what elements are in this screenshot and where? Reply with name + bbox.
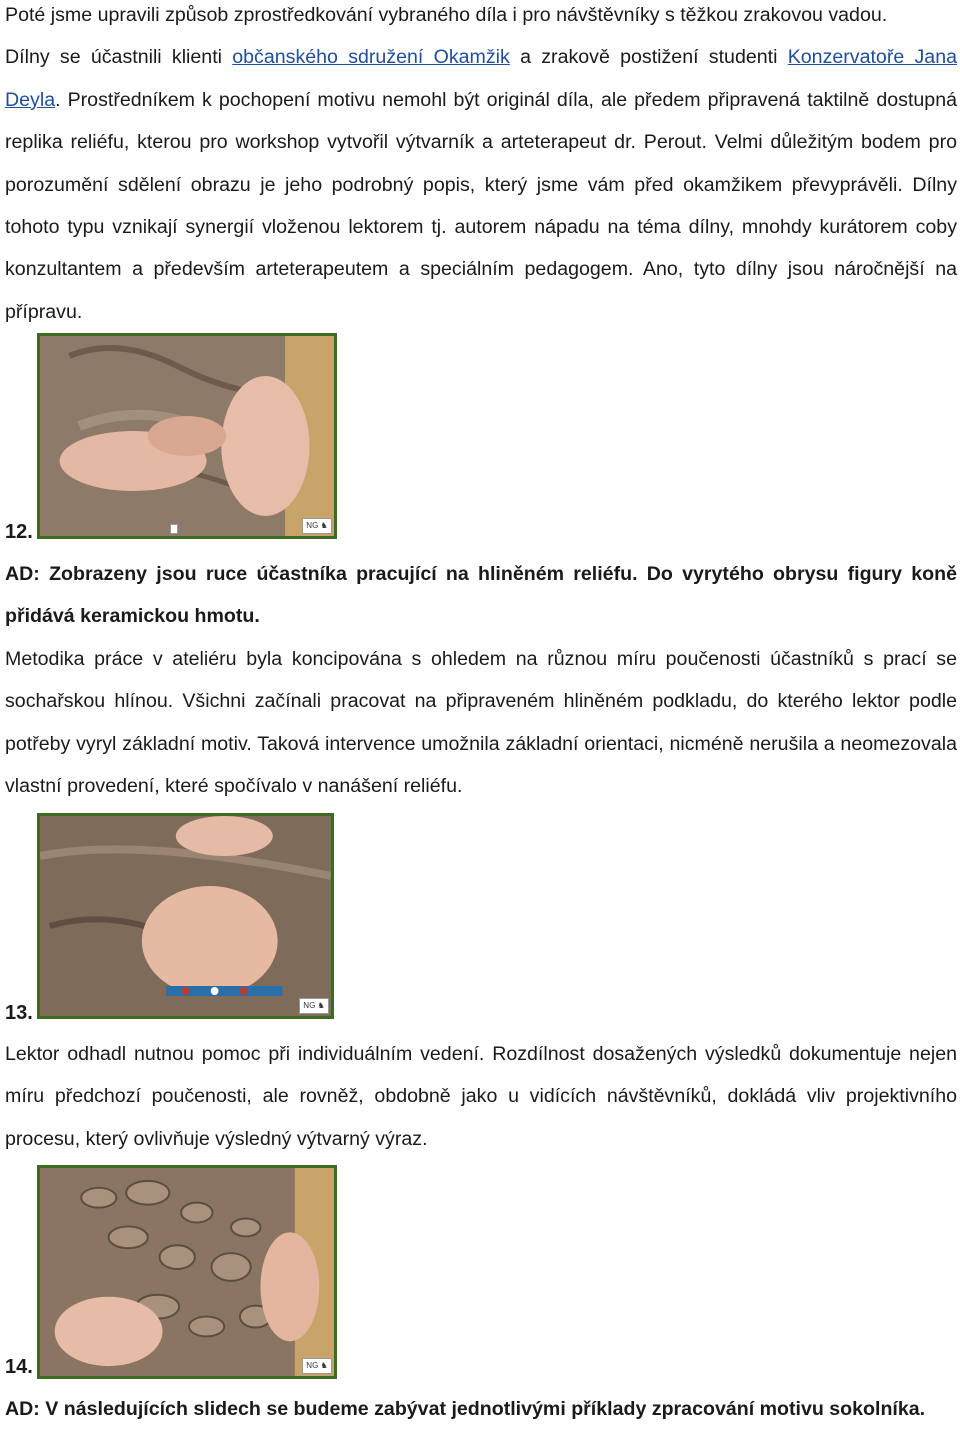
closing-caption: AD: V následujících slidech se budeme zabývat jednotlivými příklady zpracování motivu sokolníka. [5, 1398, 926, 1420]
intro-text-b: a zrakově postižení studenti [509, 46, 788, 69]
lecturer-paragraph: Lektor odhadl nutnou pomoc při individuálním vedení. Rozdílnost dosažených výsledků dokumentuje nejen míru předchozí poučenosti, ale rovněž, obdobně jako u vidících návštěvníků, dokládá vliv projektivního procesu, který ovlivňuje výsledný výtvarný výraz. [5, 1043, 957, 1150]
clay-relief-image-13 [40, 816, 331, 1016]
logo-mark-icon [170, 524, 178, 534]
figure-12-number: 12. [5, 521, 33, 543]
photo-12 [37, 333, 337, 539]
link-konzervator[interactable]: Konzervatoře Jana Deyla [5, 46, 957, 111]
gallery-logo-icon: NG ♞ [302, 518, 332, 534]
photo-14 [37, 1165, 337, 1379]
gallery-logo-icon: NG ♞ [302, 1358, 332, 1374]
intro-line-1: Poté jsme upravili způsob zprostředkování vybraného díla i pro návštěvníky s těžkou zrakovou vadou. [5, 4, 888, 26]
figure-13-number: 13. [5, 1002, 33, 1024]
intro-text-c: . Prostředníkem k pochopení motivu nemohl být originál díla, ale předem připravená taktilně dostupná replika reliéfu, kterou pro workshop vytvořil výtvarník a arteterapeut dr. Perout. Velmi důležitým bodem pro porozumění sdělení obrazu je jeho podrobný popis, který jsme vám před okamžikem převyprávěli. Dílny tohoto typu vznikají synergií vloženou lektorem tj. autorem nápadu na téma dílny, mnohdy kurátorem coby konzultantem a především arteterapeutem a speciálním pedagogem. Ano, tyto dílny jsou náročnější na přípravu. [5, 88, 957, 323]
clay-relief-image-14 [40, 1168, 334, 1376]
intro-text-a: Dílny se účastnili klienti [5, 46, 233, 69]
methodology-paragraph: Metodika práce v ateliéru byla koncipována s ohledem na různou míru poučenosti účastníků s prací se sochařskou hlínou. Všichni začínali pracovat na připraveném hliněném podkladu, do kterého lektor podle potřeby vyryl základní motiv. Taková intervence umožnila základní orientaci, nicméně nerušila a neomezovala vlastní provedení, které spočívalo v nanášení reliéfu. [5, 648, 957, 798]
intro-paragraph [5, 0, 957, 333]
figure-14-number: 14. [5, 1356, 33, 1378]
gallery-logo-icon: NG ♞ [299, 998, 329, 1014]
figure-12-caption: AD: Zobrazeny jsou ruce účastníka pracující na hliněném reliéfu. Do vyrytého obrysu figury koně přidává keramickou hmotu. [5, 563, 957, 628]
photo-13 [37, 813, 334, 1019]
link-okamzik[interactable]: občanského sdružení Okamžik [232, 46, 510, 69]
clay-relief-image-12 [40, 336, 334, 536]
